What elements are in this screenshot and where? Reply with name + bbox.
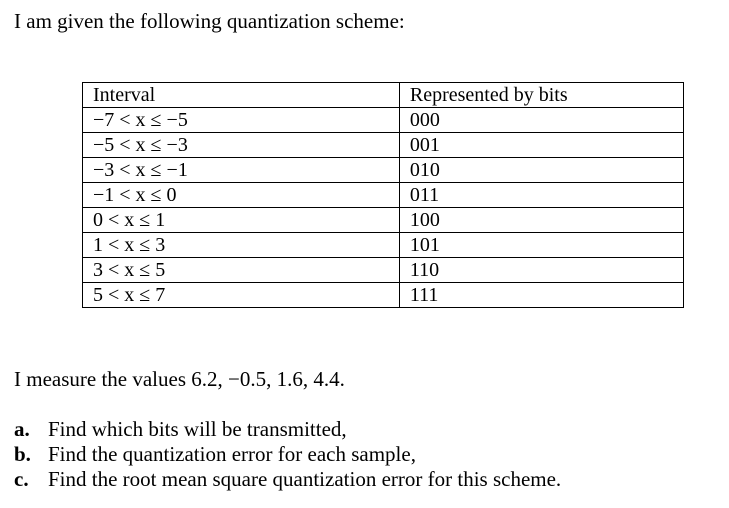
interval-cell: 1 < x ≤ 3 [83, 233, 400, 258]
bits-cell: 010 [399, 158, 683, 183]
task-marker: a. [14, 417, 30, 441]
interval-cell: 0 < x ≤ 1 [83, 208, 400, 233]
interval-cell: −1 < x ≤ 0 [83, 183, 400, 208]
table-row [83, 283, 684, 308]
interval-cell: −3 < x ≤ −1 [83, 158, 400, 183]
interval-cell: −7 < x ≤ −5 [83, 108, 400, 133]
table-row [83, 133, 684, 158]
interval-cell: −5 < x ≤ −3 [83, 133, 400, 158]
list-item [14, 467, 561, 492]
measured-values-text: I measure the values 6.2, −0.5, 1.6, 4.4. [14, 367, 345, 391]
table-header-row [83, 83, 684, 108]
task-list [14, 417, 561, 492]
list-item [14, 442, 561, 467]
header-bits: Represented by bits [399, 83, 683, 108]
bits-cell: 100 [399, 208, 683, 233]
task-marker: b. [14, 442, 31, 466]
header-interval: Interval [83, 83, 400, 108]
intro-text: I am given the following quantization scheme: [14, 9, 405, 33]
bits-cell: 101 [399, 233, 683, 258]
task-text: Find the root mean square quantization error for this scheme. [48, 467, 562, 491]
bits-cell: 000 [399, 108, 683, 133]
interval-cell: 5 < x ≤ 7 [83, 283, 400, 308]
task-text: Find the quantization error for each sample, [48, 442, 416, 466]
table-row [83, 158, 684, 183]
task-marker: c. [14, 467, 29, 491]
task-text: Find which bits will be transmitted, [48, 417, 347, 441]
table-row [83, 108, 684, 133]
bits-cell: 001 [399, 133, 683, 158]
bits-cell: 011 [399, 183, 683, 208]
bits-cell: 111 [399, 283, 683, 308]
interval-cell: 3 < x ≤ 5 [83, 258, 400, 283]
bits-cell: 110 [399, 258, 683, 283]
table-row [83, 208, 684, 233]
quantization-table [82, 82, 684, 308]
table-row [83, 183, 684, 208]
table-row [83, 233, 684, 258]
list-item [14, 417, 561, 442]
table-row [83, 258, 684, 283]
